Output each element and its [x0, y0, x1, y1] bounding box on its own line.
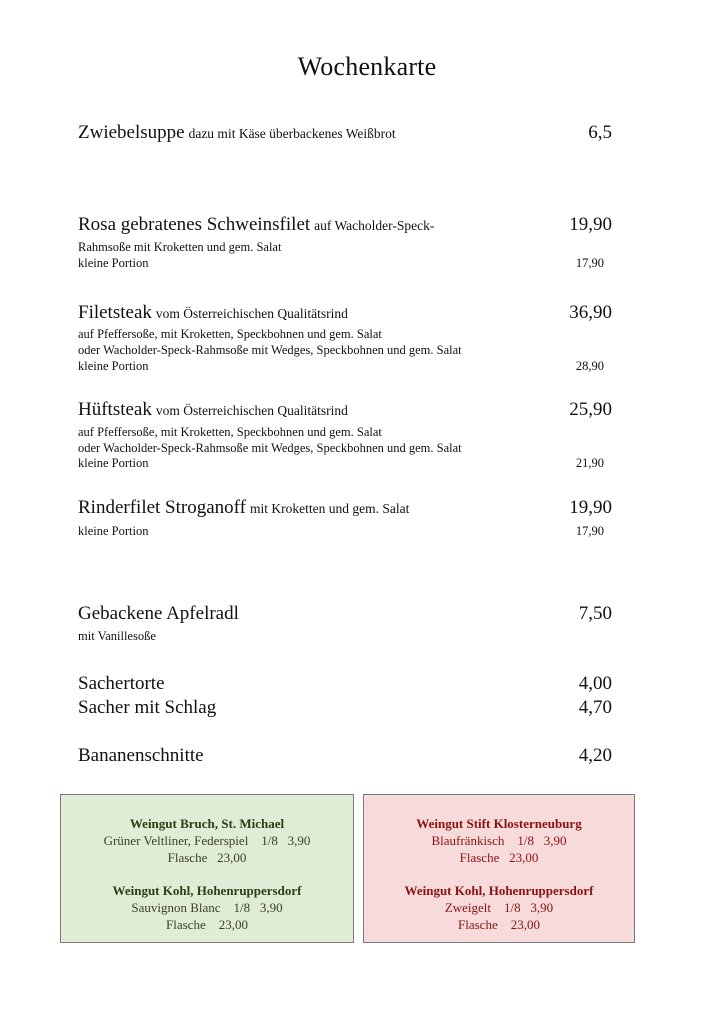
dessert-name: Sachertorte [78, 673, 165, 694]
winery-name: Weingut Kohl, Hohenruppersdorf [404, 883, 594, 898]
dish-price: 19,90 [569, 214, 612, 235]
dessert-price: 4,70 [578, 697, 612, 718]
small-portion-row [78, 359, 604, 374]
dessert-name: Bananenschnitte [78, 745, 204, 766]
small-portion-row [78, 256, 604, 271]
dish-name: Rinderfilet Stroganoff [78, 497, 246, 518]
dish-price: 19,90 [569, 497, 612, 518]
dish-detail-line: oder Wacholder-Speck-Rahmsoße mit Wedges, Speckbohnen und gem. Salat [78, 343, 462, 357]
dessert-price: 4,20 [578, 745, 612, 766]
dessert-price: 4,00 [578, 673, 612, 694]
dish-name: Zwiebelsuppe [78, 122, 185, 143]
small-portion-label: kleine Portion [78, 456, 149, 470]
winery-name: Weingut Bruch, St. Michael [129, 816, 285, 831]
dessert-detail: mit Vanillesoße [78, 629, 156, 643]
wine-line: Grüner Veltliner, Federspiel 1/8 3,90 [103, 833, 311, 848]
wine-line: Blaufränkisch 1/8 3,90 [431, 833, 567, 848]
dish-detail-line: oder Wacholder-Speck-Rahmsoße mit Wedges, Speckbohnen und gem. Salat [78, 441, 462, 455]
dessert-apfelradl [78, 603, 612, 625]
dish-name: Hüftsteak [78, 399, 152, 420]
dish-price: 36,90 [569, 302, 612, 323]
dish-detail-line: Rahmsoße mit Kroketten und gem. Salat [78, 240, 282, 254]
wine-line: Flasche 23,00 [166, 917, 248, 932]
wine-line: Zweigelt 1/8 3,90 [444, 900, 554, 915]
dish-description: dazu mit Käse überbackenes Weißbrot [188, 126, 396, 141]
dish-description: vom Österreichischen Qualitätsrind [155, 306, 348, 321]
menu-item-zwiebelsuppe [78, 122, 612, 144]
dish-price: 25,90 [569, 399, 612, 420]
small-portion-label: kleine Portion [78, 524, 149, 538]
small-portion-row [78, 456, 604, 471]
dessert-name: Gebackene Apfelradl [78, 603, 239, 624]
menu-item-stroganoff [78, 497, 612, 519]
small-portion-price: 21,90 [575, 456, 604, 470]
wine-line: Sauvignon Blanc 1/8 3,90 [131, 900, 283, 915]
wine-box-red [363, 794, 635, 943]
dish-detail-line: auf Pfeffersoße, mit Kroketten, Speckbohnen und gem. Salat [78, 327, 382, 341]
dish-detail-line: auf Pfeffersoße, mit Kroketten, Speckbohnen und gem. Salat [78, 425, 382, 439]
small-portion-price: 17,90 [575, 256, 604, 270]
dish-description: vom Österreichischen Qualitätsrind [155, 403, 348, 418]
menu-item-filetsteak [78, 302, 612, 324]
small-portion-price: 28,90 [575, 359, 604, 373]
wine-line: Flasche 23,00 [167, 850, 247, 865]
dish-name: Rosa gebratenes Schweinsfilet [78, 214, 311, 235]
small-portion-price: 17,90 [575, 524, 604, 538]
wine-box-green [60, 794, 354, 943]
small-portion-label: kleine Portion [78, 359, 149, 373]
winery-name: Weingut Kohl, Hohenruppersdorf [112, 883, 302, 898]
wine-line: Flasche 23,00 [459, 850, 539, 865]
dessert-sachertorte [78, 673, 612, 695]
dish-price: 6,5 [588, 122, 612, 143]
dessert-sacher-mit-schlag [78, 697, 612, 719]
wine-line: Flasche 23,00 [458, 917, 540, 932]
dessert-name: Sacher mit Schlag [78, 697, 217, 718]
dessert-bananenschnitte [78, 745, 612, 767]
small-portion-label: kleine Portion [78, 256, 149, 270]
page-title: Wochenkarte [297, 52, 437, 81]
winery-name: Weingut Stift Klosterneuburg [416, 816, 582, 831]
small-portion-row [78, 524, 604, 539]
menu-item-hueftsteak [78, 399, 612, 421]
dessert-price: 7,50 [578, 603, 612, 624]
dish-description: mit Kroketten und gem. Salat [249, 501, 410, 516]
dish-description: auf Wacholder-Speck- [314, 218, 435, 233]
menu-item-schweinsfilet [78, 214, 612, 236]
dish-name: Filetsteak [78, 302, 152, 323]
